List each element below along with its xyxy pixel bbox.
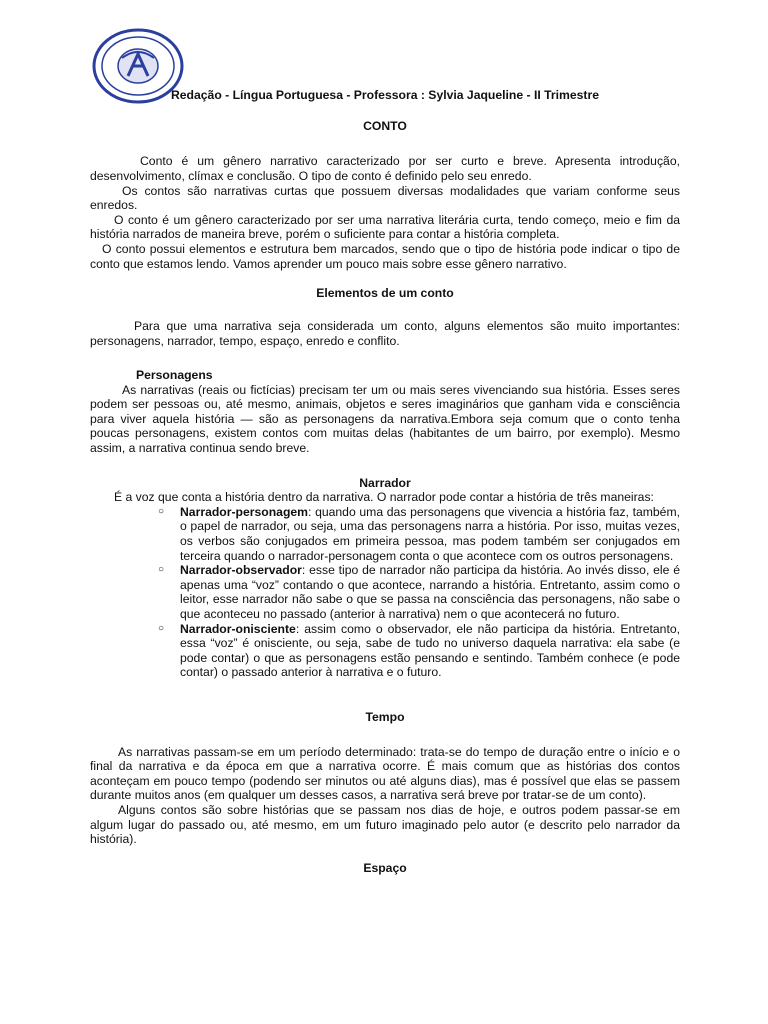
document-title: CONTO — [363, 119, 407, 134]
list-item: ○ Narrador-personagem: quando uma das personagens que vivencia a história faz, também, o papel de narrador, ou seja, uma das personagens narra a história. Por isso, muitas vezes, os verbos são conjugados em primeira pessoa, mas podem também ser conjugados em terceira quando o narrador-personagem conta o que acontece com os outros personagens. — [158, 504, 680, 563]
intro-paragraph: Conto é um gênero narrativo caracterizado por ser curto e breve. Apresenta introdução, desenvolvimento, clímax e conclusão. O tipo de conto é definido pelo seu enredo. — [90, 154, 680, 183]
section-title-tempo: Tempo — [365, 709, 405, 724]
elementos-paragraph: Para que uma narrativa seja considerada um conto, alguns elementos são muito importantes: personagens, narrador, tempo, espaço, enredo e conflito. — [90, 318, 680, 348]
list-item: ○ Narrador-onisciente: assim como o observador, ele não participa da história. Entretanto, essa “voz” é onisciente, ou seja, sabe de tudo no universo daquela narrativa: ela sabe (e pode contar) o que as personagens estão pensando e sentindo. Também conhece (e pode contar) o passado anterior à narrativa e o futuro. — [158, 621, 680, 680]
intro-paragraph: Os contos são narrativas curtas que possuem diversas modalidades que variam conforme seus enredos. — [90, 183, 680, 213]
section-title-personagens: Personagens — [136, 368, 213, 383]
section-title-elementos: Elementos de um conto — [316, 285, 454, 300]
section-title-narrador: Narrador — [359, 475, 411, 490]
tempo-paragraph: Alguns contos são sobre histórias que se passam nos dias de hoje, e outros podem passar-se em algum lugar do passado ou, até mesmo, em um futuro imaginado pelo autor (e descrito pelo narrador da história). — [90, 802, 680, 847]
section-title-espaco: Espaço — [363, 860, 407, 875]
intro-paragraph: O conto possui elementos e estrutura bem marcados, sendo que o tipo de história pode indicar o tipo de conto que estamos lendo. Vamos aprender um pouco mais sobre esse gênero narrativo. — [90, 241, 680, 271]
intro-paragraph: O conto é um gênero caracterizado por ser uma narrativa literária curta, tendo começo, meio e fim da história narrados de maneira breve, porém o suficiente para contar a história completa. — [90, 212, 680, 242]
personagens-paragraph: As narrativas (reais ou fictícias) precisam ter um ou mais seres vivenciando sua história. Esses seres podem ser pessoas ou, até mesmo, animais, objetos e seres imaginários que ganham vida e consciência para viver aquela história — são as personagens da narrativa.Embora seja comum que o conto tenha poucas personagens, existem contos com muitas delas (habitantes de um bairro, por exemplo). Mesmo assim, a narrativa continua sendo breve. — [90, 382, 680, 456]
document-page — [90, 88, 680, 875]
narrador-list — [90, 505, 680, 680]
narrador-intro: É a voz que conta a história dentro da narrativa. O narrador pode contar a história de três maneiras: — [114, 490, 654, 505]
list-item: ○ Narrador-observador: esse tipo de narrador não participa da história. Ao invés disso, ele é apenas uma “voz” contando o que acontece, narrando a história. Entretanto, assim como o leitor, esse narrador não sabe o que se passa na consciência das personagens, não sabe o que aconteceu no passado (anterior à narrativa) nem o que acontecerá no futuro. — [158, 563, 680, 621]
document-header: Redação - Língua Portuguesa - Professora : Sylvia Jaqueline - II Trimestre — [170, 88, 600, 102]
tempo-paragraph: As narrativas passam-se em um período determinado: trata-se do tempo de duração entre o início e o final da narrativa e da época em que a narrativa ocorre. É mais comum que as histórias dos contos aconteçam em pouco tempo (podendo ser minutos ou até alguns dias), mas é possível que elas se passem durante muitos anos (em qualquer um desses casos, a narrativa será breve por tratar-se de um conto). — [90, 744, 680, 803]
